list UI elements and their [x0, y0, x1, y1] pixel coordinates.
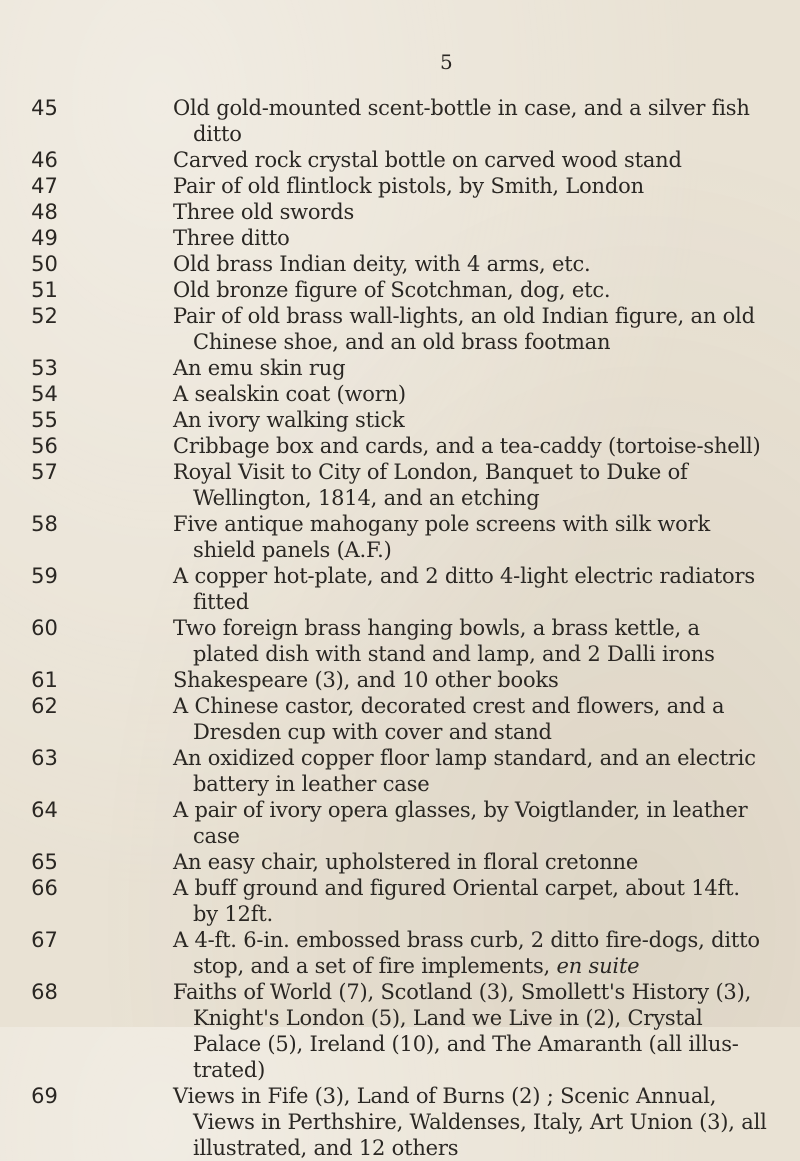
lot-description: An ivory walking stick	[173, 408, 405, 432]
lot-number: 57	[31, 460, 58, 484]
lot-number: 52	[31, 304, 58, 328]
lot-description-main: A 4-ft. 6-in. embossed brass curb, 2 ditto fire-dogs, ditto stop, and a set of fire implements,	[173, 928, 760, 978]
lot-number: 60	[31, 616, 58, 640]
lot-item	[0, 615, 800, 667]
lot-item	[0, 563, 800, 615]
lot-description: A Chinese castor, decorated crest and flowers, and a Dresden cup with cover and stand	[173, 694, 725, 744]
lot-item	[0, 381, 800, 407]
lot-description: Two foreign brass hanging bowls, a brass kettle, a plated dish with stand and lamp, and 2 Dalli irons	[173, 616, 715, 666]
lot-description: Cribbage box and cards, and a tea-caddy (tortoise-shell)	[173, 434, 761, 458]
lot-number: 61	[31, 668, 58, 692]
lot-description	[173, 927, 800, 979]
lot-number: 55	[31, 408, 58, 432]
lot-item	[0, 407, 800, 433]
lot-item	[0, 355, 800, 381]
lot-item	[0, 277, 800, 303]
lot-number: 63	[31, 746, 58, 770]
lot-number: 66	[31, 876, 58, 900]
lot-number: 59	[31, 564, 58, 588]
lot-item	[0, 1083, 800, 1161]
lot-description: Shakespeare (3), and 10 other books	[173, 668, 559, 692]
lot-number: 67	[31, 928, 58, 952]
lot-description: A pair of ivory opera glasses, by Voigtlander, in leather case	[173, 798, 748, 848]
lot-description: Pair of old brass wall-lights, an old Indian figure, an old Chinese shoe, and an old brass footman	[173, 304, 755, 354]
lot-number: 47	[31, 174, 58, 198]
lot-item	[0, 667, 800, 693]
lot-description: Old brass Indian deity, with 4 arms, etc.	[173, 252, 591, 276]
lot-number: 65	[31, 850, 58, 874]
lot-description-italic: en suite	[556, 954, 640, 978]
lot-number: 46	[31, 148, 58, 172]
lot-number: 51	[31, 278, 58, 302]
lot-description: Old bronze figure of Scotchman, dog, etc.	[173, 278, 611, 302]
lot-item	[0, 875, 800, 927]
lot-description: Three ditto	[173, 226, 290, 250]
lot-item	[0, 303, 800, 355]
lot-description: Five antique mahogany pole screens with silk work shield panels (A.F.)	[173, 512, 710, 562]
lot-item	[0, 797, 800, 849]
lot-item	[0, 979, 800, 1083]
lot-number: 53	[31, 356, 58, 380]
lot-item	[0, 199, 800, 225]
lot-description: An emu skin rug	[173, 356, 346, 380]
lot-description: Three old swords	[173, 200, 355, 224]
lot-item	[0, 95, 800, 147]
lot-item	[0, 927, 800, 979]
lot-item	[0, 251, 800, 277]
lot-description: Carved rock crystal bottle on carved wood stand	[173, 148, 682, 172]
lot-number: 64	[31, 798, 58, 822]
lot-item	[0, 693, 800, 745]
lot-number: 49	[31, 226, 58, 250]
lot-item	[0, 511, 800, 563]
lot-description: Views in Fife (3), Land of Burns (2) ; Scenic Annual, Views in Perthshire, Waldenses, Italy, Art Union (3), all illustrated, and 12 others	[173, 1084, 767, 1160]
lot-number: 56	[31, 434, 58, 458]
page-number: 5	[440, 50, 453, 74]
lot-number: 58	[31, 512, 58, 536]
lot-number: 69	[31, 1084, 58, 1108]
lot-description: Royal Visit to City of London, Banquet to Duke of Wellington, 1814, and an etching	[173, 460, 688, 510]
lot-description: Pair of old flintlock pistols, by Smith, London	[173, 174, 644, 198]
lot-number: 68	[31, 980, 58, 1004]
lot-description: An oxidized copper floor lamp standard, and an electric battery in leather case	[173, 746, 756, 796]
lot-number: 62	[31, 694, 58, 718]
lot-description: An easy chair, upholstered in floral cretonne	[173, 850, 639, 874]
lot-item	[0, 459, 800, 511]
lot-description: Old gold-mounted scent-bottle in case, and a silver fish ditto	[173, 96, 750, 146]
lot-number: 50	[31, 252, 58, 276]
lot-description: A copper hot-plate, and 2 ditto 4-light electric radiators fitted	[173, 564, 755, 614]
lot-item	[0, 745, 800, 797]
lot-item	[0, 225, 800, 251]
lot-description: A buff ground and figured Oriental carpet, about 14ft. by 12ft.	[173, 876, 740, 926]
lot-item	[0, 849, 800, 875]
lot-item	[0, 173, 800, 199]
lot-number: 48	[31, 200, 58, 224]
lot-item	[0, 433, 800, 459]
lot-number: 45	[31, 96, 58, 120]
lot-list	[0, 95, 800, 1161]
lot-number: 54	[31, 382, 58, 406]
lot-item	[0, 147, 800, 173]
lot-description: A sealskin coat (worn)	[173, 382, 406, 406]
lot-description: Faiths of World (7), Scotland (3), Smollett's History (3), Knight's London (5), Land we Live in (2), Crystal Palace (5), Ireland (10), and The Amaranth (all illus-trated)	[173, 980, 752, 1082]
